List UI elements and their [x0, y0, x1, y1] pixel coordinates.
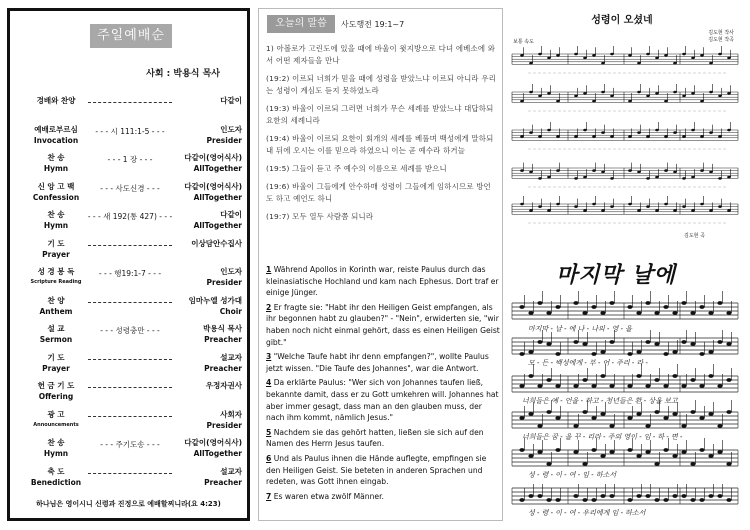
- service-item-name: [26, 124, 86, 146]
- dotted-leader: [88, 359, 172, 360]
- service-item-name: [26, 437, 86, 459]
- german-verses: [266, 264, 500, 505]
- music-staff: [512, 122, 738, 140]
- service-row: [26, 181, 242, 207]
- dotted-leader: [88, 245, 172, 246]
- service-item-leader: [172, 409, 242, 431]
- service-item-detail-text: 주기도송: [115, 440, 145, 449]
- service-item-leader: [172, 152, 242, 174]
- verse-text: Da erklärte Paulus: "Wer sich von Johannes taufen ließ, bekannte damit, dass er zu Gott umkehren will. Johannes hat aber immer gesagt, dass man an den glauben muss, der nach ihm kommt, nämlich Jesus.": [266, 378, 499, 423]
- music-staff: [512, 46, 738, 64]
- song1-music-credit: 김도현 작곡: [708, 37, 734, 43]
- verse-number: 1: [266, 265, 272, 274]
- dotted-leader: [88, 302, 172, 303]
- leader-korean: 설교자: [220, 466, 242, 476]
- korean-verse: (19:5) 그들이 듣고 주 예수의 이름으로 세례를 받으니: [266, 164, 447, 173]
- song2-lyric-line-1: 마지막 - 날 - 에 나 - 나의 - 영 - 을: [528, 325, 632, 333]
- service-item-leader: [172, 437, 242, 459]
- leader-korean: 인도자: [220, 267, 242, 276]
- service-item-english: Hymn: [43, 449, 69, 458]
- service-item-korean: 예배로부르심: [34, 124, 78, 134]
- service-item-name: [26, 295, 86, 317]
- footer-verse: 하나님은 영이시니 신령과 진정으로 예배할찌니라(요 4:23): [36, 500, 221, 508]
- order-of-service-title: 주일예배순: [90, 24, 172, 48]
- service-item-leader: [172, 323, 242, 345]
- service-item-detail-text: 성령충만: [115, 326, 145, 335]
- verse-number: 2: [266, 302, 272, 312]
- leader-english: AllTogether: [193, 449, 242, 458]
- leader-english: Preacher: [204, 335, 242, 344]
- service-item-name: [26, 380, 86, 402]
- service-item-english: Prayer: [42, 249, 70, 259]
- service-item-detail: - - - 행19:1-7 - - -: [98, 269, 162, 278]
- verse-text: Während Apollos in Korinth war, reiste Paulus durch das kleinasiatische Hochland und kam nach Ephesus. Dort traf er einige Jünger.: [266, 265, 499, 298]
- service-row: [26, 124, 242, 150]
- verse-number: 3: [266, 352, 272, 362]
- verse-text: "Welche Taufe habt ihr denn empfangen?", wollte Paulus jetzt wissen. "Die Taufe des Johannes", war die Antwort.: [266, 352, 489, 373]
- service-row: [26, 409, 242, 435]
- leader-english: Presider: [206, 420, 242, 430]
- service-item-korean: 광 고: [47, 409, 65, 419]
- german-verse: [266, 302, 500, 348]
- service-row: [26, 295, 242, 321]
- service-item-english: Offering: [38, 392, 74, 401]
- german-verse: [266, 351, 500, 374]
- leader-korean: 다같이(영어식사): [184, 438, 242, 447]
- service-row: [26, 380, 242, 406]
- service-row: [26, 238, 242, 264]
- service-item-korean: 헌 금 기 도: [37, 381, 75, 390]
- service-item-detail-text: 1 장: [122, 155, 138, 164]
- song1-title: 성령이 오셨네: [591, 15, 653, 26]
- leader-korean: 이상담안수집사: [191, 238, 242, 248]
- leader-korean: 다같이: [220, 210, 242, 219]
- korean-verse: (19:6) 바울이 그들에게 안수하매 성령이 그들에게 임하시므로 방언도 하고 예언도 하니: [266, 182, 491, 203]
- verse-number: 4: [266, 378, 272, 388]
- service-item-detail-text: 행19:1-7: [114, 269, 146, 278]
- scripture-title: 오늘의 말씀: [267, 15, 335, 33]
- song2-lyric-line-4: 너희들은 꿈 - 을 꾸 - 리라 - 주의 영이 - 임 - 하 - 면 -: [522, 433, 683, 441]
- korean-verse: 1) 아볼로가 고린도에 있을 때에 바울이 윗지방으로 다녀 에베소에 와서 어떤 제자들을 만나: [266, 44, 496, 65]
- verse-number: 7: [266, 491, 272, 501]
- service-item-detail-text: 새 192(통 427): [103, 212, 157, 221]
- service-item-leader: [172, 124, 242, 146]
- song2-lyric-line-6: 성 - 령 - 이 - 여 - 우리에게 임 - 하소서: [528, 509, 646, 517]
- scripture-panel: [258, 8, 503, 521]
- service-item-korean: 신 앙 고 백: [37, 181, 75, 191]
- korean-verse: (19:7) 모두 열두 사람쯤 되니라: [266, 212, 374, 221]
- korean-verse: (19:3) 바울이 이르되 그러면 너희가 무슨 세례를 받았느냐 대답하되 요한의 세례니라: [266, 104, 494, 125]
- service-item-leader: [172, 380, 242, 391]
- music-staff: [512, 484, 738, 504]
- service-item-name: [26, 209, 86, 231]
- service-row: [26, 323, 242, 349]
- leader-korean: 다같이(영어식사): [184, 181, 242, 191]
- music-staff: [512, 163, 738, 180]
- service-item-leader: [172, 238, 242, 249]
- song1-words-credit: 김도현 작사: [708, 30, 734, 36]
- service-item-name: [26, 238, 86, 260]
- music-staff: [512, 364, 738, 392]
- service-item-leader: [172, 266, 242, 288]
- leader-korean: 우정자권사: [205, 381, 242, 390]
- german-verse: [266, 491, 500, 503]
- songs-panel: [508, 8, 746, 521]
- leader-english: Preacher: [204, 477, 242, 487]
- leader-korean: 임마누엘 성가대: [188, 295, 242, 305]
- song2-lyric-line-2: 모 - 든 - 백성에게 - 부 - 어 - 주리 - 라 -: [528, 359, 648, 367]
- service-item-leader: [172, 466, 242, 488]
- scripture-reference: 사도행전 19:1~7: [341, 20, 405, 29]
- leader-korean: 박용식 목사: [203, 324, 242, 333]
- german-verse: [266, 264, 500, 299]
- order-of-service-panel: [7, 8, 250, 521]
- service-item-name: [26, 95, 86, 106]
- service-item-korean: 찬 송: [47, 210, 65, 219]
- service-row: [26, 209, 242, 235]
- service-item-korean: 찬 송: [47, 153, 65, 162]
- service-item-name: [26, 352, 86, 374]
- service-item-name: [26, 152, 86, 174]
- service-item-name: [26, 409, 86, 431]
- dotted-leader: [88, 102, 172, 103]
- service-item-korean: 기 도: [47, 352, 65, 362]
- service-item-detail-text: 사도신경: [115, 183, 145, 193]
- service-item-name: [26, 466, 86, 488]
- leader-korean: 인도자: [220, 124, 242, 134]
- service-item-korean: 찬 송: [47, 438, 65, 447]
- service-item-english: Sermon: [39, 335, 73, 344]
- service-item-english: Benediction: [30, 477, 82, 487]
- service-item-english: Hymn: [43, 221, 69, 230]
- service-item-detail-text: 시 111:1-5: [110, 126, 150, 136]
- service-item-leader: [172, 352, 242, 374]
- korean-verses: [266, 43, 498, 229]
- verse-text: Und als Paulus ihnen die Hände auflegte, empfingen sie den Heiligen Geist. Sie beteten in anderen Sprachen und redeten, was Gott ihnen eingab.: [266, 453, 487, 487]
- dotted-leader: [88, 387, 172, 388]
- service-item-english: Prayer: [42, 363, 70, 373]
- song2-credit: 김도현 곡: [684, 233, 705, 239]
- service-item-detail: - - - 주기도송 - - -: [100, 440, 160, 449]
- service-item-detail: - - - 시 111:1-5 - - -: [95, 126, 165, 136]
- service-item-korean: 경배와 찬양: [36, 96, 76, 105]
- korean-verse: (19:4) 바울이 이르되 요한이 회개의 세례를 베풀며 백성에게 말하되 내 뒤에 오시는 이를 믿으라 하였으니 이는 곧 예수라 하거늘: [266, 134, 494, 155]
- officiant-line: 사회 : 박용식 목사: [146, 69, 220, 79]
- service-item-detail: - - - 사도신경 - - -: [100, 183, 160, 193]
- service-item-korean: 성 경 봉 독: [37, 267, 75, 276]
- leader-korean: 사회자: [220, 409, 242, 419]
- service-item-english: Announcements: [33, 421, 79, 428]
- service-item-leader: [172, 295, 242, 317]
- service-row: [26, 266, 242, 292]
- german-verse: [266, 427, 500, 450]
- verse-text: Nachdem sie das gehört hatten, ließen sie sich auf den Namen des Herrn Jesus taufen.: [266, 427, 484, 449]
- song1-tempo: 보통 속도: [513, 39, 534, 45]
- music-staff: [512, 291, 738, 319]
- verse-text: Er fragte sie: "Habt ihr den Heiligen Geist empfangen, als ihr begonnen habt zu glauben?" - "Nein", erwiderten sie, "wir haben noch nicht einmal gehört, dass es einen Heiligen Geist gibt.": [266, 302, 500, 347]
- service-item-korean: 축 도: [47, 466, 65, 476]
- dotted-leader: [88, 416, 172, 417]
- leader-english: Presider: [206, 135, 242, 145]
- music-staff: [512, 438, 738, 466]
- verse-number: 5: [266, 427, 272, 437]
- service-row: [26, 437, 242, 463]
- service-item-korean: 찬 양: [47, 295, 65, 305]
- service-item-name: [26, 266, 86, 288]
- service-item-english: Scripture Reading: [30, 279, 82, 285]
- service-row: [26, 466, 242, 492]
- service-item-detail: - - - 성령충만 - - -: [100, 326, 160, 335]
- service-item-leader: [172, 209, 242, 231]
- service-item-detail: - - - 새 192(통 427) - - -: [87, 212, 173, 221]
- service-item-name: [26, 181, 86, 203]
- leader-english: Preacher: [204, 363, 242, 373]
- leader-english: AllTogether: [193, 164, 242, 173]
- german-verse: [266, 453, 500, 488]
- service-item-korean: 기 도: [47, 238, 65, 248]
- song2-title: 마지막 날에: [556, 262, 676, 288]
- service-item-english: Invocation: [33, 135, 79, 145]
- verse-text: Es waren etwa zwölf Männer.: [271, 491, 384, 501]
- song2-lyric-line-5: 성 - 령 - 이 - 여 - 임 - 하소서: [528, 471, 617, 479]
- service-item-leader: [172, 95, 242, 106]
- service-item-english: Confession: [32, 192, 80, 202]
- leader-english: Presider: [206, 278, 242, 287]
- korean-verse: (19:2) 이르되 너희가 믿을 때에 성령을 받았느냐 이르되 아니라 우리는 성령이 계심도 듣지 못하였노라: [266, 74, 496, 95]
- service-item-english: Hymn: [43, 164, 69, 173]
- service-row: [26, 95, 242, 121]
- service-item-english: Anthem: [39, 306, 73, 316]
- dotted-leader: [88, 473, 172, 474]
- verse-number: 6: [266, 453, 272, 463]
- service-item-leader: [172, 181, 242, 203]
- service-row: [26, 152, 242, 178]
- german-verse: [266, 377, 500, 423]
- leader-korean: 다같이: [220, 96, 242, 105]
- leader-english: AllTogether: [193, 221, 242, 230]
- service-row: [26, 352, 242, 378]
- leader-english: Choir: [219, 306, 242, 316]
- leader-korean: 설교자: [220, 352, 242, 362]
- song2-lyric-line-3: 너희들은 예 - 언을 - 하고 - 청년들은 환 - 상을 보고: [522, 397, 678, 405]
- leader-korean: 다같이(영어식사): [184, 153, 242, 162]
- music-staff: [512, 196, 738, 214]
- service-item-name: [26, 323, 86, 345]
- service-item-detail: - - - 1 장 - - -: [107, 155, 153, 164]
- leader-english: AllTogether: [193, 192, 242, 202]
- service-item-korean: 설 교: [47, 324, 65, 333]
- music-staff: [512, 84, 738, 102]
